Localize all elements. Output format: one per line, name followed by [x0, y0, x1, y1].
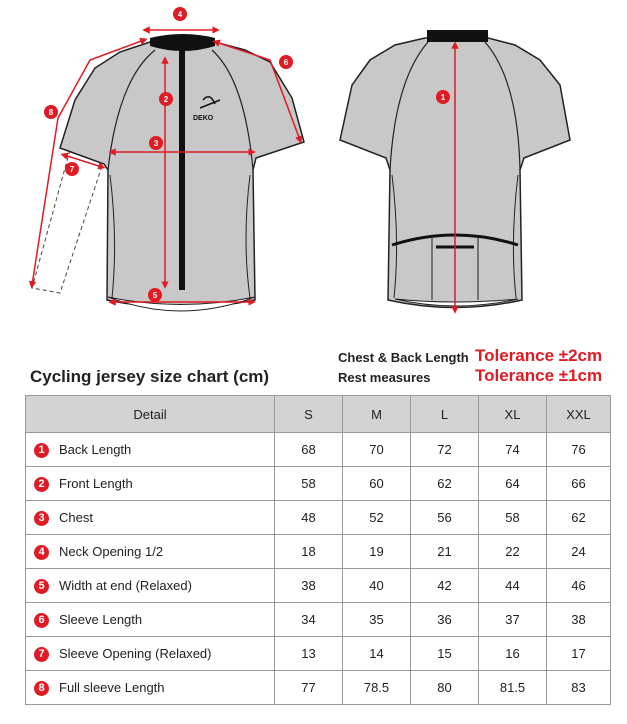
table-row [26, 671, 611, 705]
tolerance-label: Chest & Back Length [338, 350, 469, 365]
value-cell: 60 [343, 467, 411, 501]
value-cell: 37 [479, 603, 547, 637]
detail-cell [26, 535, 275, 569]
svg-text:5: 5 [152, 291, 158, 300]
detail-label: Width at end (Relaxed) [59, 578, 192, 594]
value-cell: 64 [479, 467, 547, 501]
detail-label: Full sleeve Length [59, 680, 165, 696]
row-number-badge: 4 [34, 545, 49, 560]
value-cell: 58 [275, 467, 343, 501]
svg-text:6: 6 [283, 58, 289, 67]
svg-text:4: 4 [177, 10, 183, 19]
detail-cell [26, 671, 275, 705]
value-cell: 38 [275, 569, 343, 603]
value-cell: 56 [411, 501, 479, 535]
detail-label: Back Length [59, 442, 132, 458]
value-cell: 42 [411, 569, 479, 603]
header-l: L [411, 396, 479, 433]
value-cell: 78.5 [343, 671, 411, 705]
row-number-badge: 7 [34, 647, 49, 662]
value-cell: 16 [479, 637, 547, 671]
row-number-badge: 6 [34, 613, 49, 628]
detail-label: Front Length [59, 476, 133, 492]
svg-text:8: 8 [48, 108, 54, 117]
marker-5 [148, 288, 162, 302]
brand-logo-text: DEKO [193, 115, 214, 122]
table-header-row [26, 396, 611, 433]
size-chart-table [25, 395, 611, 705]
table-row [26, 603, 611, 637]
row-number-badge: 8 [34, 681, 49, 696]
value-cell: 48 [275, 501, 343, 535]
value-cell: 19 [343, 535, 411, 569]
detail-cell [26, 569, 275, 603]
detail-cell [26, 467, 275, 501]
detail-label: Sleeve Length [59, 612, 143, 628]
value-cell: 66 [547, 467, 611, 501]
header-m: M [343, 396, 411, 433]
value-cell: 72 [411, 433, 479, 467]
detail-cell [26, 637, 275, 671]
svg-text:1: 1 [440, 93, 446, 102]
value-cell: 68 [275, 433, 343, 467]
header-s: S [275, 396, 343, 433]
value-cell: 74 [479, 433, 547, 467]
value-cell: 21 [411, 535, 479, 569]
svg-text:3: 3 [153, 139, 159, 148]
value-cell: 76 [547, 433, 611, 467]
table-row [26, 569, 611, 603]
table-row [26, 467, 611, 501]
tolerance-chest-back [338, 346, 603, 365]
row-number-badge: 2 [34, 477, 49, 492]
value-cell: 17 [547, 637, 611, 671]
marker-4 [173, 7, 187, 21]
table-row [26, 535, 611, 569]
value-cell: 77 [275, 671, 343, 705]
row-number-badge: 3 [34, 511, 49, 526]
marker-3 [149, 136, 163, 150]
marker-6 [279, 55, 293, 69]
value-cell: 40 [343, 569, 411, 603]
detail-cell [26, 603, 275, 637]
row-number-badge: 1 [34, 443, 49, 458]
value-cell: 83 [547, 671, 611, 705]
detail-cell [26, 501, 275, 535]
value-cell: 35 [343, 603, 411, 637]
value-cell: 52 [343, 501, 411, 535]
svg-text:7: 7 [69, 165, 75, 174]
detail-label: Sleeve Opening (Relaxed) [59, 646, 212, 662]
value-cell: 13 [275, 637, 343, 671]
header-detail: Detail [26, 396, 275, 433]
tolerance-value: Tolerance ±2cm [475, 346, 603, 365]
value-cell: 80 [411, 671, 479, 705]
table-row [26, 637, 611, 671]
value-cell: 18 [275, 535, 343, 569]
marker-1 [436, 90, 450, 104]
row-number-badge: 5 [34, 579, 49, 594]
detail-cell [26, 433, 275, 467]
value-cell: 46 [547, 569, 611, 603]
value-cell: 81.5 [479, 671, 547, 705]
jersey-illustration [0, 0, 627, 340]
tolerance-label: Rest measures [338, 370, 431, 385]
svg-text:2: 2 [163, 95, 169, 104]
header-xxl: XXL [547, 396, 611, 433]
value-cell: 70 [343, 433, 411, 467]
value-cell: 58 [479, 501, 547, 535]
marker-8 [44, 105, 58, 119]
tolerance-rest [338, 366, 603, 385]
value-cell: 38 [547, 603, 611, 637]
value-cell: 14 [343, 637, 411, 671]
detail-label: Neck Opening 1/2 [59, 544, 164, 560]
value-cell: 62 [547, 501, 611, 535]
value-cell: 36 [411, 603, 479, 637]
marker-2 [159, 92, 173, 106]
value-cell: 15 [411, 637, 479, 671]
table-row [26, 433, 611, 467]
value-cell: 34 [275, 603, 343, 637]
value-cell: 44 [479, 569, 547, 603]
detail-label: Chest [59, 510, 93, 526]
chart-title: Cycling jersey size chart (cm) [30, 367, 270, 386]
table-row [26, 501, 611, 535]
value-cell: 24 [547, 535, 611, 569]
marker-7 [65, 162, 79, 176]
value-cell: 62 [411, 467, 479, 501]
tolerance-value: Tolerance ±1cm [475, 366, 603, 385]
value-cell: 22 [479, 535, 547, 569]
header-xl: XL [479, 396, 547, 433]
